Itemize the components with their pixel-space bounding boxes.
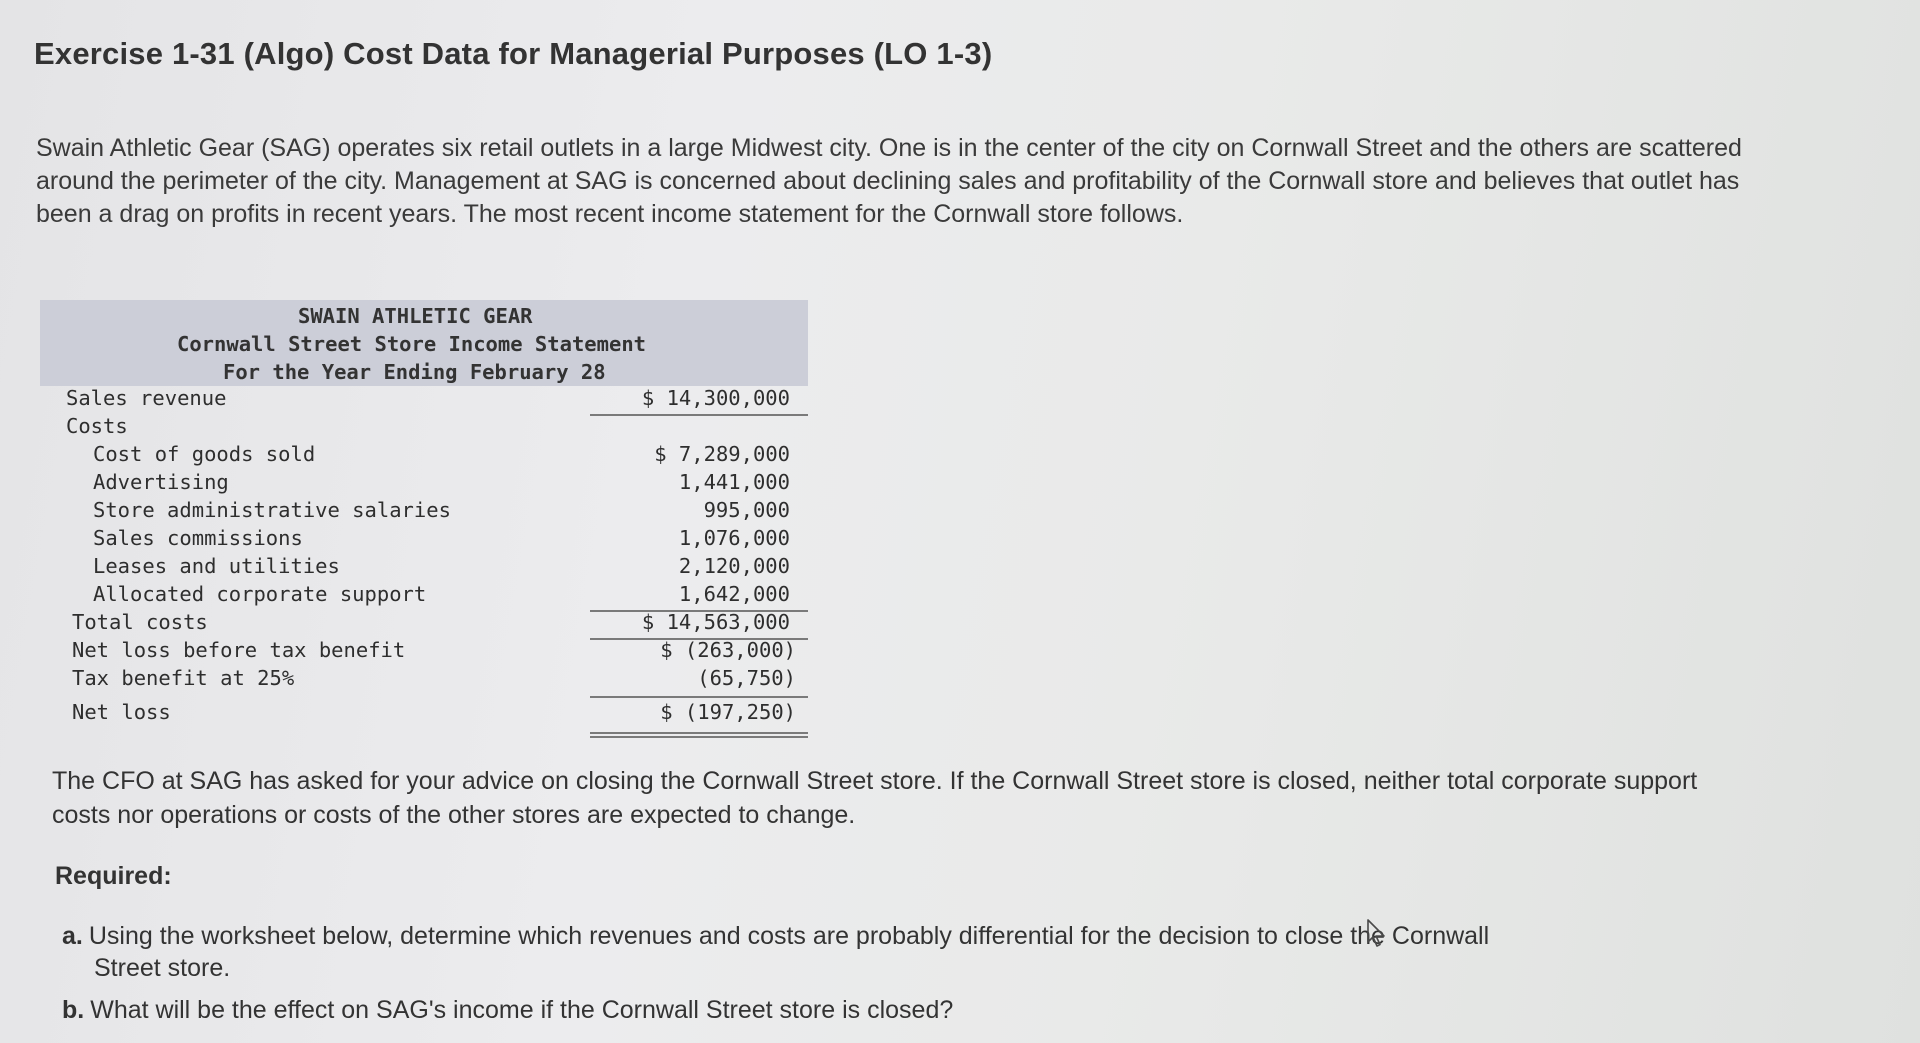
row-value: 2,120,000 xyxy=(678,554,790,578)
row-store-admin-salaries xyxy=(40,498,808,526)
row-label: Total costs xyxy=(72,610,208,634)
requirement-a xyxy=(62,920,1702,984)
requirement-letter: b. xyxy=(62,996,85,1024)
requirement-text: What will be the effect on SAG's income if the Cornwall Street store is closed? xyxy=(90,996,954,1024)
row-value: $ (263,000) xyxy=(660,638,796,662)
row-value: $ 14,563,000 xyxy=(641,610,790,634)
row-sales-commissions xyxy=(40,526,808,554)
statement-header xyxy=(40,300,808,386)
row-sales-revenue xyxy=(40,386,808,414)
row-allocated-corporate-support xyxy=(40,582,808,610)
row-value: 1,076,000 xyxy=(678,526,790,550)
row-label: Net loss xyxy=(72,700,171,724)
row-net-loss xyxy=(40,700,808,728)
double-underline xyxy=(590,736,808,738)
row-value: 1,441,000 xyxy=(678,470,790,494)
row-value: $ 7,289,000 xyxy=(654,442,790,466)
double-underline xyxy=(590,732,808,734)
requirement-letter: a. xyxy=(62,922,83,950)
row-label: Sales commissions xyxy=(93,526,303,550)
income-statement xyxy=(40,300,808,724)
row-net-loss-before-tax xyxy=(40,638,808,666)
row-tax-benefit xyxy=(40,666,808,694)
row-label: Leases and utilities xyxy=(93,554,340,578)
requirement-text: Using the worksheet below, determine which revenues and costs are probably differential for the decision to close the Cornwall xyxy=(88,922,1490,950)
row-label: Tax benefit at 25% xyxy=(72,666,295,690)
row-value: 1,642,000 xyxy=(678,582,790,606)
statement-period: For the Year Ending February 28 xyxy=(223,360,606,384)
row-costs-heading xyxy=(40,414,808,442)
row-cost-of-goods-sold xyxy=(40,442,808,470)
row-label: Store administrative salaries xyxy=(93,498,451,522)
statement-company: SWAIN ATHLETIC GEAR xyxy=(298,304,533,328)
row-label: Advertising xyxy=(93,470,229,494)
row-label: Cost of goods sold xyxy=(93,442,316,466)
underline xyxy=(590,696,808,698)
row-label: Net loss before tax benefit xyxy=(72,638,406,662)
requirement-text-continued: Street store. xyxy=(94,954,231,982)
cfo-paragraph: The CFO at SAG has asked for your advice on closing the Cornwall Street store. If the Cornwall Street store is closed, neither total corporate support costs nor operations or costs of the other stores are expected to change. xyxy=(52,767,1698,829)
requirement-b xyxy=(62,994,1702,1026)
row-label: Sales revenue xyxy=(66,386,227,410)
row-label: Allocated corporate support xyxy=(93,582,427,606)
mouse-pointer-icon xyxy=(1366,918,1388,953)
statement-name: Cornwall Street Store Income Statement xyxy=(177,332,646,356)
row-total-costs xyxy=(40,610,808,638)
row-advertising xyxy=(40,470,808,498)
row-value: (65,750) xyxy=(697,666,796,690)
intro-paragraph: Swain Athletic Gear (SAG) operates six retail outlets in a large Midwest city. One is in the center of the city on Cornwall Street and the others are scattered around the perimeter of the city. Management at SAG is concerned about declining sales and profitability of the Cornwall store and believes that outlet has been a drag on profits in recent years. The most recent income statement for the Cornwall store follows. xyxy=(36,134,1742,228)
exercise-title: Exercise 1-31 (Algo) Cost Data for Managerial Purposes (LO 1-3) xyxy=(34,36,993,71)
row-value: 995,000 xyxy=(703,498,790,522)
row-label: Costs xyxy=(66,414,128,438)
row-value: $ (197,250) xyxy=(660,700,796,724)
row-leases-utilities xyxy=(40,554,808,582)
required-heading: Required: xyxy=(55,862,172,890)
row-value: $ 14,300,000 xyxy=(641,386,790,410)
